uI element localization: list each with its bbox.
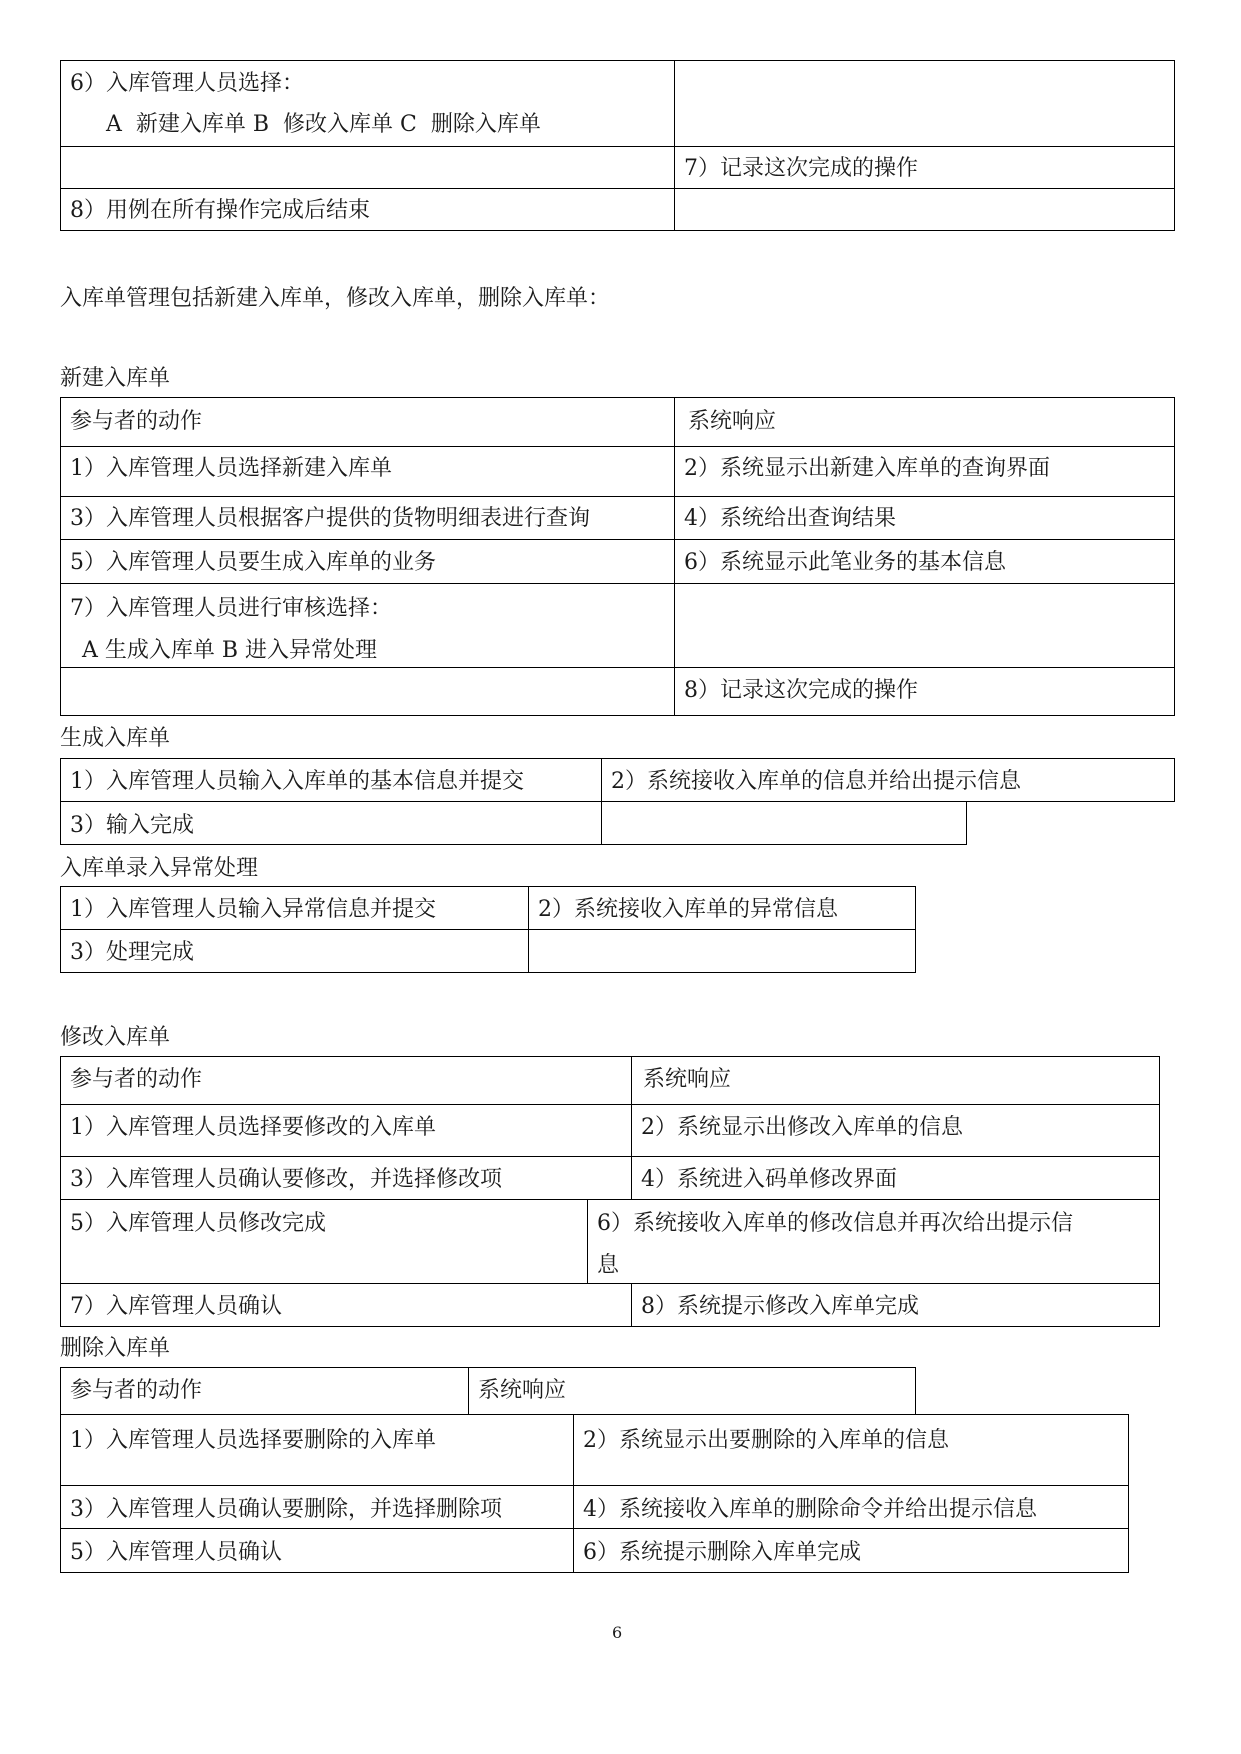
column-header-actor: 参与者的动作 <box>70 1067 203 1092</box>
table-cell <box>601 801 967 845</box>
column-header-actor: 参与者的动作 <box>70 409 203 434</box>
column-header-actor: 参与者的动作 <box>70 1378 203 1403</box>
cell-text: 6）系统提示删除入库单完成 <box>583 1540 861 1565</box>
cell-text: 6）系统接收入库单的修改信息并再次给出提示信 <box>597 1211 1073 1236</box>
cell-text: 8）用例在所有操作完成后结束 <box>70 198 370 223</box>
table-cell <box>674 583 1175 668</box>
column-header-system: 系统响应 <box>643 1067 732 1092</box>
cell-text: 2）系统接收入库单的信息并给出提示信息 <box>611 769 1021 794</box>
cell-text: 2）系统显示出要删除的入库单的信息 <box>583 1428 949 1453</box>
cell-text: 6）系统显示此笔业务的基本信息 <box>684 550 1006 575</box>
section-heading-new-order: 新建入库单 <box>60 366 171 391</box>
cell-text: 5）入库管理人员要生成入库单的业务 <box>70 550 436 575</box>
cell-text: 1）入库管理人员选择要修改的入库单 <box>70 1115 436 1140</box>
cell-text: 4）系统进入码单修改界面 <box>641 1167 897 1192</box>
cell-text: 1）入库管理人员输入入库单的基本信息并提交 <box>70 769 524 794</box>
section-heading-generate-order: 生成入库单 <box>60 726 171 751</box>
cell-text: 1）入库管理人员输入异常信息并提交 <box>70 897 436 922</box>
section-heading-modify-order: 修改入库单 <box>60 1025 171 1050</box>
cell-text: 3）入库管理人员根据客户提供的货物明细表进行查询 <box>70 506 590 531</box>
cell-text: 3）处理完成 <box>70 940 194 965</box>
cell-text: 息 <box>597 1253 620 1278</box>
cell-text: 4）系统接收入库单的删除命令并给出提示信息 <box>583 1497 1037 1522</box>
cell-text: 2）系统显示出新建入库单的查询界面 <box>684 456 1050 481</box>
cell-text: 7）入库管理人员确认 <box>70 1294 282 1319</box>
section-heading-exception: 入库单录入异常处理 <box>60 856 259 881</box>
cell-text: A 新建入库单 B 修改入库单 C 删除入库单 <box>106 112 541 137</box>
table-cell <box>528 929 916 973</box>
cell-text: 4）系统给出查询结果 <box>684 506 896 531</box>
cell-text: 5）入库管理人员确认 <box>70 1540 282 1565</box>
cell-text: 5）入库管理人员修改完成 <box>70 1211 326 1236</box>
cell-text: 2）系统显示出修改入库单的信息 <box>641 1115 963 1140</box>
cell-text: 3）入库管理人员确认要删除，并选择删除项 <box>70 1497 502 1522</box>
page-number: 6 <box>612 1623 623 1642</box>
cell-text: 7）记录这次完成的操作 <box>684 156 918 181</box>
table-cell <box>674 188 1175 231</box>
cell-text: 7）入库管理人员进行审核选择： <box>70 596 392 621</box>
cell-text: 6）入库管理人员选择： <box>70 71 304 96</box>
table-cell <box>60 667 675 716</box>
cell-text: 3）输入完成 <box>70 813 194 838</box>
cell-text: A 生成入库单 B 进入异常处理 <box>82 638 378 663</box>
intro-text: 入库单管理包括新建入库单，修改入库单，删除入库单： <box>60 286 611 311</box>
cell-text: 1）入库管理人员选择新建入库单 <box>70 456 392 481</box>
cell-text: 3）入库管理人员确认要修改，并选择修改项 <box>70 1167 502 1192</box>
cell-text: 2）系统接收入库单的异常信息 <box>538 897 838 922</box>
cell-text: 8）记录这次完成的操作 <box>684 678 918 703</box>
column-header-system: 系统响应 <box>688 409 777 434</box>
table-cell <box>674 60 1175 147</box>
cell-text: 8）系统提示修改入库单完成 <box>641 1294 919 1319</box>
table-cell <box>60 146 675 189</box>
column-header-system: 系统响应 <box>478 1378 567 1403</box>
cell-text: 1）入库管理人员选择要删除的入库单 <box>70 1428 436 1453</box>
section-heading-delete-order: 删除入库单 <box>60 1336 171 1361</box>
